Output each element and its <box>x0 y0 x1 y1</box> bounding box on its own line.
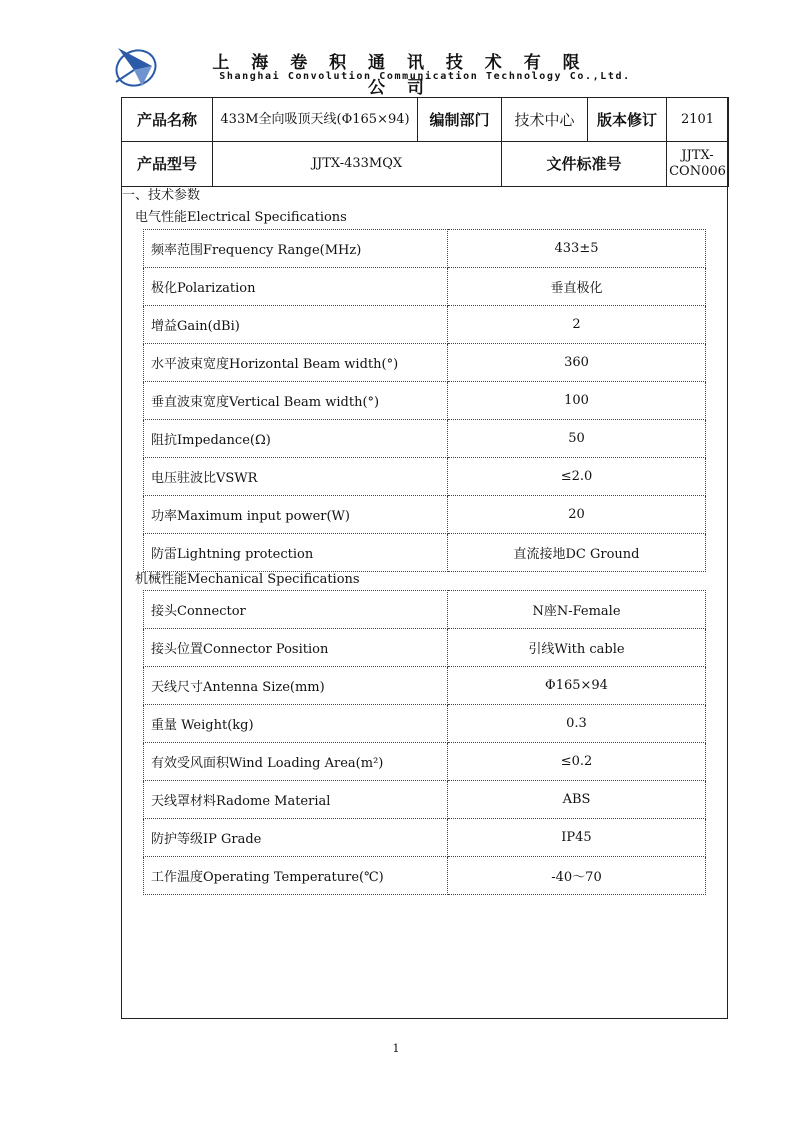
document-info-table <box>121 97 729 187</box>
electrical-param-value: 垂直极化 <box>448 268 706 306</box>
table-row <box>144 819 706 857</box>
electrical-param-value: 100 <box>448 382 706 420</box>
file-no-label: 文件标准号 <box>502 142 667 187</box>
dept-label: 编制部门 <box>418 98 502 142</box>
mechanical-param-name: 重量 Weight(kg) <box>144 705 448 743</box>
revision-label: 版本修订 <box>588 98 667 142</box>
electrical-param-name: 频率范围Frequency Range(MHz) <box>144 230 448 268</box>
file-no-value: JJTX-CON006 <box>667 142 729 187</box>
mechanical-param-value: ABS <box>448 781 706 819</box>
product-name-label: 产品名称 <box>122 98 213 142</box>
company-name-cn: 上 海 卷 积 通 讯 技 术 有 限 公 司 <box>212 53 588 98</box>
electrical-param-name: 功率Maximum input power(W) <box>144 496 448 534</box>
electrical-spec-table <box>143 229 706 572</box>
electrical-param-name: 阻抗Impedance(Ω) <box>144 420 448 458</box>
table-row <box>144 591 706 629</box>
section-title: 一、技术参数 <box>122 188 201 203</box>
mechanical-param-value: IP45 <box>448 819 706 857</box>
table-row <box>144 743 706 781</box>
mechanical-param-name: 工作温度Operating Temperature(℃) <box>144 857 448 895</box>
mechanical-param-name: 接头Connector <box>144 591 448 629</box>
electrical-param-name: 电压驻波比VSWR <box>144 458 448 496</box>
dept-value: 技术中心 <box>502 98 588 142</box>
electrical-param-value: 直流接地DC Ground <box>448 534 706 572</box>
company-logo-icon <box>112 42 162 90</box>
electrical-param-name: 水平波束宽度Horizontal Beam width(°) <box>144 344 448 382</box>
mechanical-param-name: 有效受风面积Wind Loading Area(m²) <box>144 743 448 781</box>
revision-value: 2101 <box>667 98 729 142</box>
mechanical-param-name: 防护等级IP Grade <box>144 819 448 857</box>
mechanical-param-value: ≤0.2 <box>448 743 706 781</box>
mechanical-param-name: 天线罩材料Radome Material <box>144 781 448 819</box>
electrical-param-value: 360 <box>448 344 706 382</box>
table-row <box>144 382 706 420</box>
page-number: 1 <box>392 1042 400 1055</box>
mechanical-param-value: -40～70 <box>448 857 706 895</box>
mechanical-spec-table <box>143 590 706 895</box>
electrical-param-name: 防雷Lightning protection <box>144 534 448 572</box>
electrical-param-value: 2 <box>448 306 706 344</box>
electrical-param-value: ≤2.0 <box>448 458 706 496</box>
product-name-value: 433M全向吸顶天线(Φ165×94) <box>213 98 418 142</box>
model-value: JJTX-433MQX <box>213 142 502 187</box>
electrical-param-name: 垂直波束宽度Vertical Beam width(°) <box>144 382 448 420</box>
mechanical-param-name: 天线尺寸Antenna Size(mm) <box>144 667 448 705</box>
electrical-param-value: 433±5 <box>448 230 706 268</box>
table-row <box>144 857 706 895</box>
electrical-param-name: 增益Gain(dBi) <box>144 306 448 344</box>
table-row <box>144 629 706 667</box>
company-name-en: Shanghai Convolution Communication Technology Co.,Ltd. <box>219 71 631 82</box>
model-label: 产品型号 <box>122 142 213 187</box>
table-row <box>144 344 706 382</box>
mechanical-param-value: N座N-Female <box>448 591 706 629</box>
mechanical-param-value: 引线With cable <box>448 629 706 667</box>
table-row <box>144 781 706 819</box>
electrical-param-value: 50 <box>448 420 706 458</box>
mechanical-param-value: 0.3 <box>448 705 706 743</box>
table-row <box>144 534 706 572</box>
table-row <box>144 667 706 705</box>
mechanical-title: 机械性能Mechanical Specifications <box>135 572 360 587</box>
electrical-title: 电气性能Electrical Specifications <box>135 210 347 225</box>
table-row <box>144 705 706 743</box>
table-row <box>144 420 706 458</box>
table-row <box>144 458 706 496</box>
table-row <box>144 496 706 534</box>
mechanical-param-value: Φ165×94 <box>448 667 706 705</box>
table-row <box>144 306 706 344</box>
table-row <box>144 268 706 306</box>
electrical-param-name: 极化Polarization <box>144 268 448 306</box>
mechanical-param-name: 接头位置Connector Position <box>144 629 448 667</box>
electrical-param-value: 20 <box>448 496 706 534</box>
table-row <box>144 230 706 268</box>
